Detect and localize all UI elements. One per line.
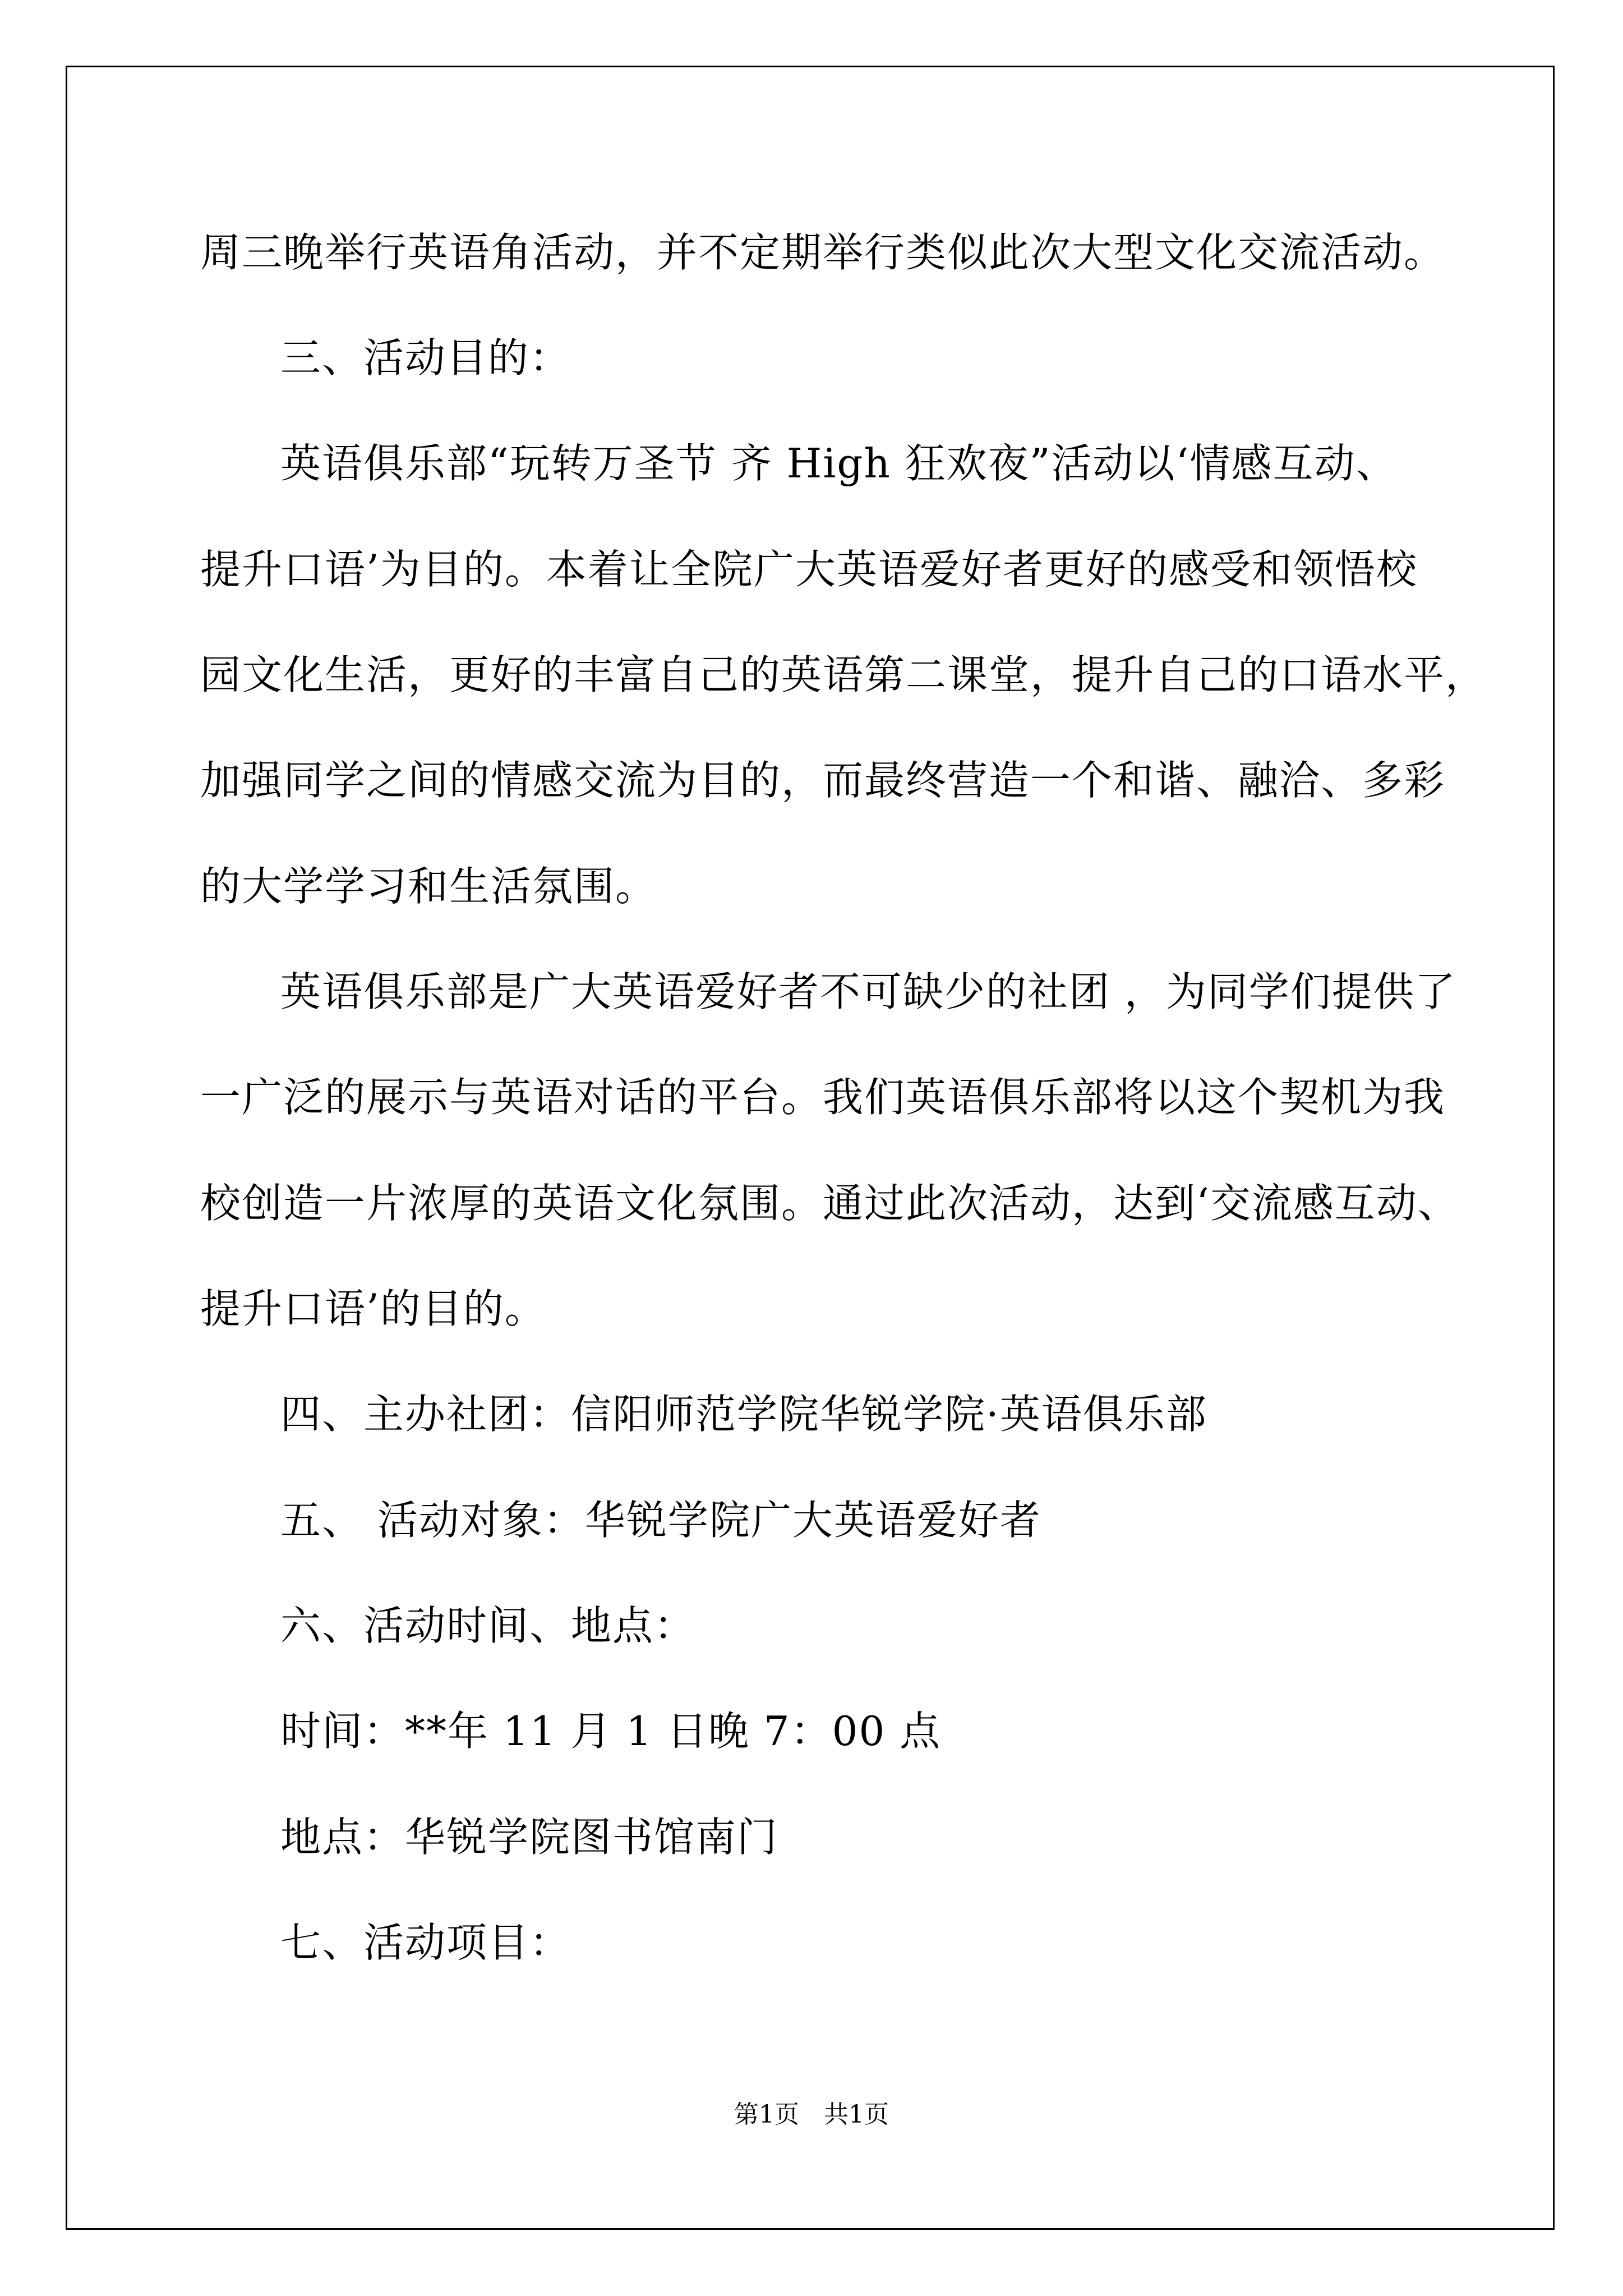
section-heading: 四、主办社团：信阳师范学院华锐学院·英语俱乐部	[280, 1391, 1207, 1438]
section-heading: 六、活动时间、地点：	[280, 1602, 696, 1649]
section-heading: 三、活动目的：	[280, 334, 571, 381]
page-footer: 第1页 共1页	[734, 2100, 889, 2129]
text-line: 英语俱乐部“玩转万圣节 齐 High 狂欢夜”活动以‘情感互动、	[280, 440, 1398, 487]
text-line: 提升口语’为目的。本着让全院广大英语爱好者更好的感受和领悟校	[200, 546, 1418, 593]
text-line: 时间：**年 11 月 1 日晚 7：00 点	[280, 1708, 942, 1755]
text-line: 的大学学习和生活氛围。	[200, 863, 657, 910]
text-line: 地点：华锐学院图书馆南门	[280, 1814, 779, 1861]
text-line: 加强同学之间的情感交流为目的，而最终营造一个和谐、融洽、多彩	[200, 757, 1446, 804]
section-heading: 五、 活动对象：华锐学院广大英语爱好者	[280, 1497, 1041, 1544]
text-line: 园文化生活，更好的丰富自己的英语第二课堂，提升自己的口语水平，	[200, 651, 1487, 698]
text-line: 一广泛的展示与英语对话的平台。我们英语俱乐部将以这个契机为我	[200, 1074, 1446, 1121]
section-heading: 七、活动项目：	[280, 1919, 571, 1966]
text-line: 英语俱乐部是广大英语爱好者不可缺少的社团 ，为同学们提供了	[280, 968, 1456, 1015]
text-line: 校创造一片浓厚的英语文化氛围。通过此次活动，达到‘交流感互动、	[200, 1180, 1459, 1227]
text-line: 周三晚举行英语角活动，并不定期举行类似此次大型文化交流活动。	[200, 229, 1446, 276]
text-line: 提升口语’的目的。	[200, 1285, 546, 1332]
